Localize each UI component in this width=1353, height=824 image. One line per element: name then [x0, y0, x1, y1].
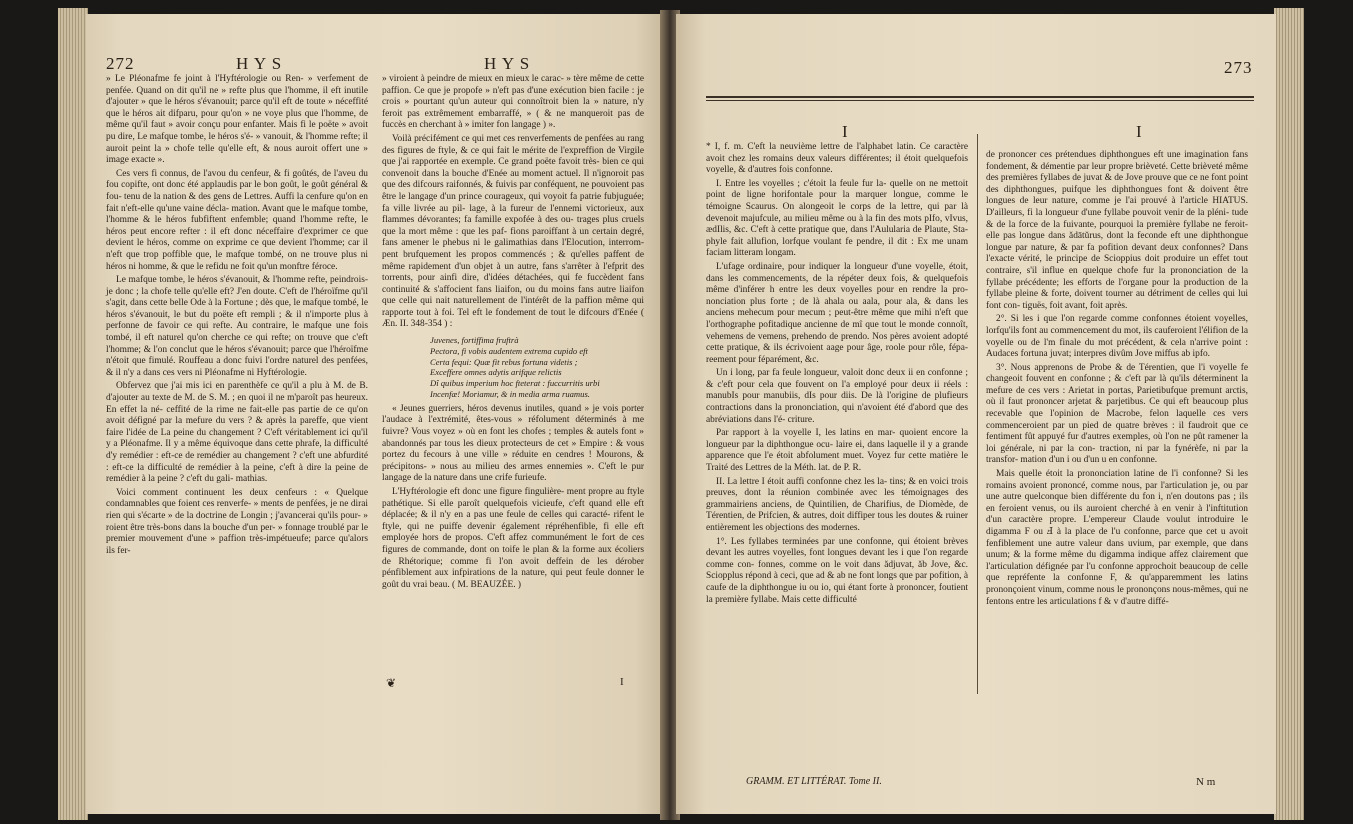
left-column-1 [106, 74, 368, 559]
section-letter-left: I [842, 122, 848, 141]
section-letter-right: I [1136, 122, 1142, 141]
verse-line: Juvenes, fortiffima fruftrà [430, 335, 519, 346]
paragraph: Voilà précifément ce qui met ces renverfements de penfées au rang des figures de ftyle, & ce qui fait le mérite de l'expreffion de Virgile que j'ai rapportée en exemple. Ce grand poëte favoit très- bien ce qui convenoit dans la bouche d'Enée au moment actuel. Il n'ignoroit pas que des difcours raifonnés, & fuivis par conféquent, ne pouvoient pas être le langage d'un prince courageux, qui voyoit fa patrie fubjuguée; fa ville livrée au pil- lage, à la fureur de l'ennemi victorieux, aux flammes dévorantes; fa famille expofée à des ou- trages plus cruels que la mort même : que les paf- fions paroiffant à un certain degré, fans amener le phebus ni le galimathias dans l'Elocution, interrom- pent brufquement les propos commencés ; & qu'elles paffent de même rapidement d'un objet à un autre, fans s'arrêter à l'efprit des torrents, pour ainfi dire, d'idées détachées, qui fe fuccèdent fans continuité & s'affocient fans liaifon, ou du moins fans autre liaifon que celle qui nait naturellement de l'intérêt de la paffion même qui rapporte tout à foi. Tel eft le fondement de tout le difcours d'Enée ( Æn. II. 348-354 ) : [382, 133, 644, 330]
paragraph: Obfervez que j'ai mis ici en parenthèfe ce qu'il a plu à M. de B. d'ajouter au texte de M. de S. M. ; en quoi il ne m'paroît pas heureux. En effet la né- ceffité de la rime ne fait-elle pas partie de ce qu'on avoit défigné par la mefure du vers ? & après la pareffe, que vient faire l'idée de La peine du changement ? C'eft véritablement ici qu'il y a Pléonafme. Il y a même équivoque dans cette phrafe, la difficulté d'y remédier : eft-ce de remédier au changement ? c'eft une abfurdité : eft-ce la difficulté de remédier à la peine, c'eft à dire la peine de remédier à la peine ? c'eft du gali- mathias. [106, 381, 368, 485]
signature-mark: N m [1196, 776, 1216, 788]
paragraph: I. Entre les voyelles ; c'étoit la feule fur la- quelle on ne mettoit point de ligne horifontale pour la marquer longue, comme le témoigne Scaurus. On alongeoit le corps de la lettre, qui par là devenoit majufcule, au milieu même ou à la fin des mots pIfo, vIvus, ædIlis, &c. C'eft à cette pratique que, dans l'Aulularia de Plaute, Sta- phyle fait allufion, lorfque voulant fe pendre, il dit : Ex me unam faciam litteram longam. [706, 178, 968, 259]
page-number-left: 272 [106, 54, 135, 73]
column-divider [977, 134, 978, 694]
paragraph: L'Hyftérologie eft donc une figure fingulière- ment propre au ftyle pathétique. Si elle paroît quelquefois vicieufe, c'eft quand elle eft déplacée; & il n'y en a pas une feule de celles qui caracté- rifent le ftyle, qui ne puiffe devenir également répréhenfible, fi elle eft employée hors de propos. C'eft affez communément le fort de ces figures de commande, dont on toife le plan & la forme aux écoliers de Rhétorique; comme fi l'on avoit deffein de les dérober pénfiblement aux infpirations de la nature, qui peut feule donner le goût du vrai beau. ( M. BEAUZÉE. ) [382, 487, 644, 590]
paragraph: 1°. Les fyllabes terminées par une confonne, qui étoient brèves devant les autres voyelles, font longues devant les i que l'on regarde comme con- fonnes, comme on le voit dans ădjuvat, ăb Jove, &c. Sciopplus répond à ceci, que ad & ab ne font longs que par pofition, à caufe de la diphthongue iu ou io, qui étant forte à prononcer, foutient la première fyllabe. Mais cette difficulté [706, 536, 968, 605]
right-column-2 [986, 150, 1248, 610]
paragraph: * I, f. m. C'eft la neuvième lettre de l'alphabet latin. Ce caractère avoit chez les romains deux valeurs différentes; il étoit quelquefois voyelle, & d'autres fois confonne. [706, 142, 968, 176]
verse-line: Incenfæ! Moriamur, & in media arma ruamus. [430, 389, 590, 400]
header-rule-thin [706, 100, 1254, 101]
paragraph: Le mafque tombe, le héros s'évanouit, & l'homme refte, peindrois-je donc ; la chofe telle qu'elle eft? J'en doute. C'eft de l'héroïfme qu'il s'agit, dans cette belle Ode à la Fortune ; dès que, le mafque tombé, le héros s'évanouit, le but du poëte eft rempli ; & il n'importe plus à perfonne de favoir ce qui refte. Au contraire, le mafque une fois tombé, il eft naturel qu'on cherche ce qui refte; on trouve que c'eft l'homme; & l'on conclut que le héros s'évanouit; parce que l'héroïfme n'étoit que fimulé. Rouffeau a donc fuivi l'ordre naturel des penfées, & il n'y a dans ces vers ni Pléonafme ni Hyftérologie. [106, 275, 368, 378]
verse-line: Certa fequi: Quæ fit rebus fortuna videtis ; [430, 356, 578, 367]
running-head-right: H Y S [484, 54, 531, 73]
paragraph: II. La lettre I étoit auffi confonne chez les la- tins; & en voici trois preuves, dont la réunion combinée avec les témoignages des grammairiens anciens, de Quintilien, de Charifius, de Diomède, de Térentien, de Prifcien, & autres, doit diffiper tous les doutes & ruiner entièrement les objections des modernes. [706, 476, 968, 533]
left-page-edge [58, 8, 88, 820]
right-page [676, 14, 1276, 814]
paragraph: de prononcer ces prétendues diphthongues eft une imagination fans fondement, & démentie par leur propre brièveté. Cette brièveté même des premières fyllabes de juvat & de Jove prouve que ce ne font point des diphthongues, puifque les diphthongues font & doivent être longues de leur nature, comme je l'ai prouvé à l'article HIATUS. D'ailleurs, fi la longueur d'une fyllabe pouvoit venir de la pléni- tude & de la force de la fuivante, pourquoi la première fyllabe ne feroit-elle pas longue dans ădātŭrus, dont la feconde eft une diphthongue longue par nature, & par fa pofition devant deux confonnes? Dans l'exacte vérité, le principe de Scioppius doit produire un effet tout contraire, s'il influe en quelque chofe fur la prononciation de la fyllabe précédente; les efforts de l'organe pour la production de la fyllabe pleine & forte, doivent tourner au détriment de celles qui lui font con- tiguës, foit avant, foit après. [986, 150, 1248, 311]
running-head-left: H Y S [236, 54, 283, 73]
ornament-icon: ❦ [386, 676, 397, 690]
paragraph: « Jeunes guerriers, héros devenus inutiles, quand » je vois porter l'audace à l'extrémité, êtes-vous » réfolument déterminés à me fuivre? Vous voyez » où en font les chofes ; temples & autels font » abandonnés par tous les dieux protecteurs de cet » Empire : & vous portez du fecours à une ville » réduite en cendres ! Mourons, & précipitons- » nous au milieu des armes ennemies ». C'eft le pur langage de la nature dans une crife furieufe. [382, 403, 644, 484]
page-number-right: 273 [1224, 58, 1253, 77]
verse-line: Exceffere omnes adytis arifque relictis [430, 367, 562, 378]
paragraph: » Le Pléonafme fe joint à l'Hyftérologie ou Ren- » verfement de penfée. Quand on dit qu'il ne » refte plus que l'homme, il eft inutile d'ajouter » que le héros s'évanouit; parce qu'il eft de toute » néceffité que le héros ait difparu, pour qu'on » ne voye plus que l'homme, de même qu'il faut » avoir conçu pour enfanter. Mais fi le poëte » avoit pu dire, Le mafque tombe, le héros s'é- » vanouit, & l'homme refte; il auroit peint la » chofe telle qu'elle eft, & nous auroit offert une » image exacte ». [106, 74, 368, 166]
signature-mark: I [620, 676, 624, 688]
paragraph: Par rapport à la voyelle I, les latins en mar- quoient encore la longueur par la diphthongue ocu- laire ei, dans laquelle il y a grande apparence que l'e étoit abfolument muet. Voyez fur cette matière le Traité des Lettres de la Méth. lat. de P. R. [706, 428, 968, 474]
paragraph: 3°. Nous apprenons de Probe & de Térentien, que l'i voyelle fe changeoit fouvent en confonne ; & c'eft par là qu'ils déterminent la mefure de ces vers : Arietat in portas, Parietibufque premunt arctis, où il faut prononcer arjetat & parjetibus. Ce qui eft beaucoup plus recevable que l'opinion de Macrobe, felon laquelle ces vers commenceroient par un pied de quatre brèves : il faudroit que ce fentiment fût appuyé fur d'autres exemples, où l'on ne pût ramener la loi générale, ni par la con- traction, ni par la fynérèfe, ni par la transfor- mation d'un i ou d'un u en confonne. [986, 362, 1248, 466]
paragraph: Ces vers fi connus, de l'avou du cenfeur, & fi goûtés, de l'aveu du fou copifte, ont donc été applaudis par le bon goût, le goût général & fou- tenu de la nation & des gens de Lettres. Auffi la cenfure qu'on en fait n'eft-elle qu'une vaine décla- mation. Avant que le mafque tombe, l'homme & le héros fubfiftent enfemble; quand l'homme refte, le héros peut encore refter : il eft donc néceffaire d'exprimer ce que devient le héros, comme on exprime ce que devient l'homme; car il n'eft que trop poffible que, le mafque tombé, on ne trouve plus ni héros ni homme, & que le refidu ne foit qu'un monftre féroce. [106, 168, 368, 272]
page-footer: GRAMM. ET LITTÉRAT. Tome II. [746, 776, 882, 787]
right-page-edge [1274, 8, 1304, 820]
paragraph: Un i long, par fa feule longueur, valoit donc deux ii en confonne ; & c'eft pour cela que fouvent on l'a employé pour deux ii réels : manubIs pour manubiis, dIs pour diis. De là l'origine de plufieurs contractions dans la prononciation, qui n'avoient été d'abord que des abréviations dans l'é- criture. [706, 368, 968, 425]
right-column-1 [706, 142, 968, 608]
paragraph: Voici comment continuent les deux cenfeurs : « Quelque condamnables que foient ces renverfe- » ments de penfées, je ne dirai rien qui s'écarte » de la doctrine de Longin ; j'avancerai qu'ils pour- » roient être très-bons dans la bouche d'un per- » fonnage troublé par le premier mouvement d'une » paffion très-impétueufe; parce qu'alors ils fer- [106, 487, 368, 556]
left-column-2 [382, 74, 644, 593]
header-rule [706, 96, 1254, 98]
left-page [86, 14, 664, 814]
verse-line: Pectora, fi vobis audentem extrema cupido eft [430, 345, 588, 356]
paragraph: » viroient à peindre de mieux en mieux le carac- » tère même de cette paffion. Ce que je propofe » n'eft pas d'une exécution bien facile : je crois » pourtant qu'un auteur qui connoîtroit bien la » nature, n'y feroit pas extrêmement embarraffé, » ( & ne manqueroit pas de fuccès en cherchant à » imiter fon langage ) ». [382, 74, 644, 131]
verse-line: Dî quibus imperium hoc fteterat : fuccurritis urbi [430, 378, 600, 389]
paragraph: L'ufage ordinaire, pour indiquer la longueur d'une voyelle, étoit, dans les commencements, de la répéter deux fois, & quelquefois même d'inférer h entre les deux voyelles pour en rendre la pro- nonciation plus forte ; de là ahala ou aala, pour ala, & dans les anciens mehecum pour mecum ; peut-être même que mihi n'eft que l'orthographe pofitadique ancienne de mî que tout le monde connoît, vehemens de vemens, prehendo de prendo. Nos pères avoient adopté cette pratique, & ils écrivoient aage pour âge, roole pour rôle, fépa- reement pour féparément, &c. [706, 261, 968, 365]
latin-verse [382, 335, 644, 400]
paragraph: 2°. Si les i que l'on regarde comme confonnes étoient voyelles, lorfqu'ils font au commencement du mot, ils cauferoient l'élifion de la voyelle ou de l'm finale du mot précédent, & cela n'arrive point : Audaces fortuna juvat; interpres divûm Jove miffus ab ipfo. [986, 314, 1248, 360]
paragraph: Mais quelle étoit la prononciation latine de l'i confonne? Si les romains avoient prononcé, comme nous, par l'articulation je, ou par une autre quelconque bien différente du fon i, n'en doutons pas ; ils en feroient venus, ou ils auroient cherché à en venir à l'inftitution d'un caractère propre. L'empereur Claude voulut introduire le digamma F ou Ⅎ à la place de l'u confonne, parce que cet u avoit fenfiblement une autre valeur dans uvium, par exemple, que dans unum; & la forme même du digamma indique affez clairement que l'articulation défignée par l'u confonne approchoit beaucoup de celle que repréfente la confonne F, & qu'apparemment les latins prononçoient vinum, comme nous le prononçons nous-mêmes, qui ne fentons entre les articulations f & v d'autre diffé- [986, 469, 1248, 607]
